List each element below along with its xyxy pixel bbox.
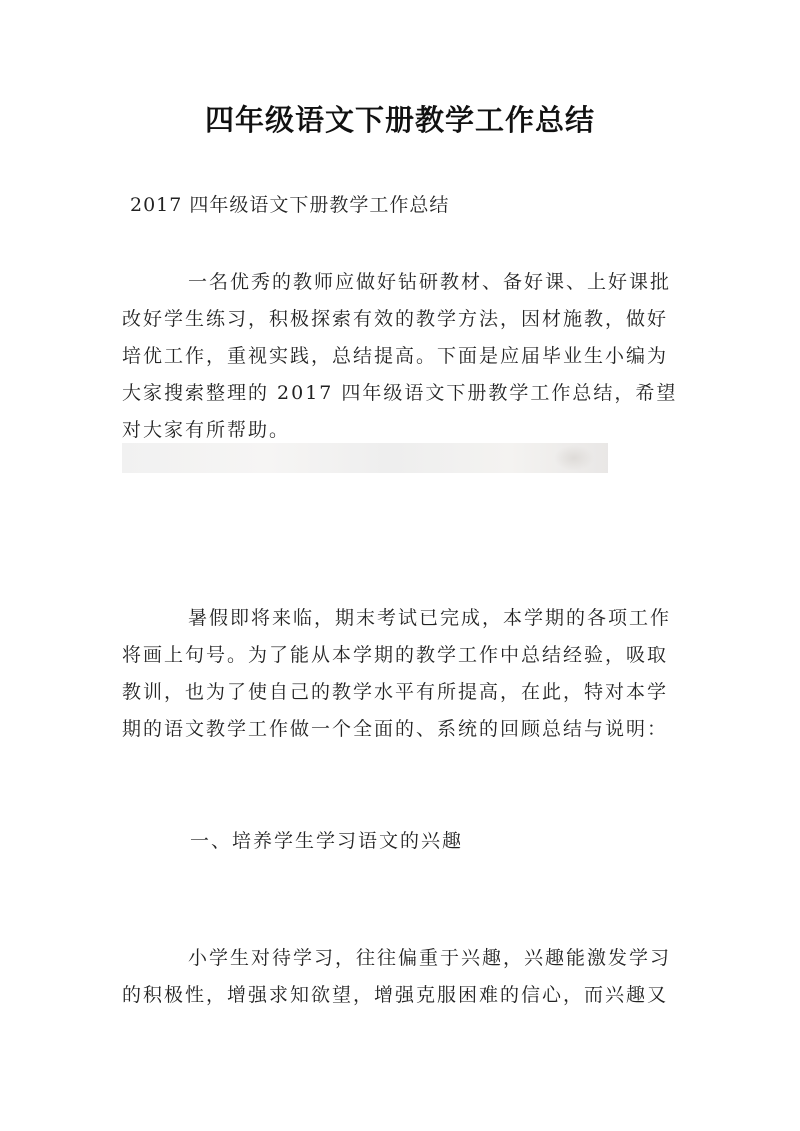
paragraph-line: 对大家有所帮助。 bbox=[122, 419, 291, 441]
paragraph-line: 一名优秀的教师应做好钻研教材、备好课、上好课批 bbox=[188, 271, 672, 293]
intro-paragraph bbox=[122, 264, 690, 449]
document-title: 四年级语文下册教学工作总结 bbox=[204, 103, 595, 137]
section-heading: 一、培养学生学习语文的兴趣 bbox=[190, 830, 464, 852]
embedded-image bbox=[122, 443, 608, 473]
document-subtitle: 2017 四年级语文下册教学工作总结 bbox=[130, 194, 450, 216]
paragraph-line: 大家搜索整理的 2017 四年级语文下册教学工作总结，希望 bbox=[122, 382, 678, 404]
paragraph-line: 教训，也为了使自己的教学水平有所提高，在此，特对本学 bbox=[122, 681, 669, 703]
paragraph-line: 期的语文教学工作做一个全面的、系统的回顾总结与说明： bbox=[122, 718, 669, 740]
body-paragraph bbox=[122, 600, 690, 748]
paragraph-line: 改好学生练习，积极探索有效的教学方法，因材施教，做好 bbox=[122, 308, 669, 330]
paragraph-line: 暑假即将来临，期末考试已完成，本学期的各项工作 bbox=[188, 607, 672, 629]
paragraph-line: 将画上句号。为了能从本学期的教学工作中总结经验，吸取 bbox=[122, 644, 669, 666]
paragraph-line: 的积极性，增强求知欲望，增强克服困难的信心，而兴趣又 bbox=[122, 984, 669, 1006]
section-paragraph bbox=[122, 940, 690, 1014]
paragraph-line: 培优工作，重视实践，总结提高。下面是应届毕业生小编为 bbox=[122, 345, 669, 367]
paragraph-line: 小学生对待学习，往往偏重于兴趣，兴趣能激发学习 bbox=[188, 947, 672, 969]
